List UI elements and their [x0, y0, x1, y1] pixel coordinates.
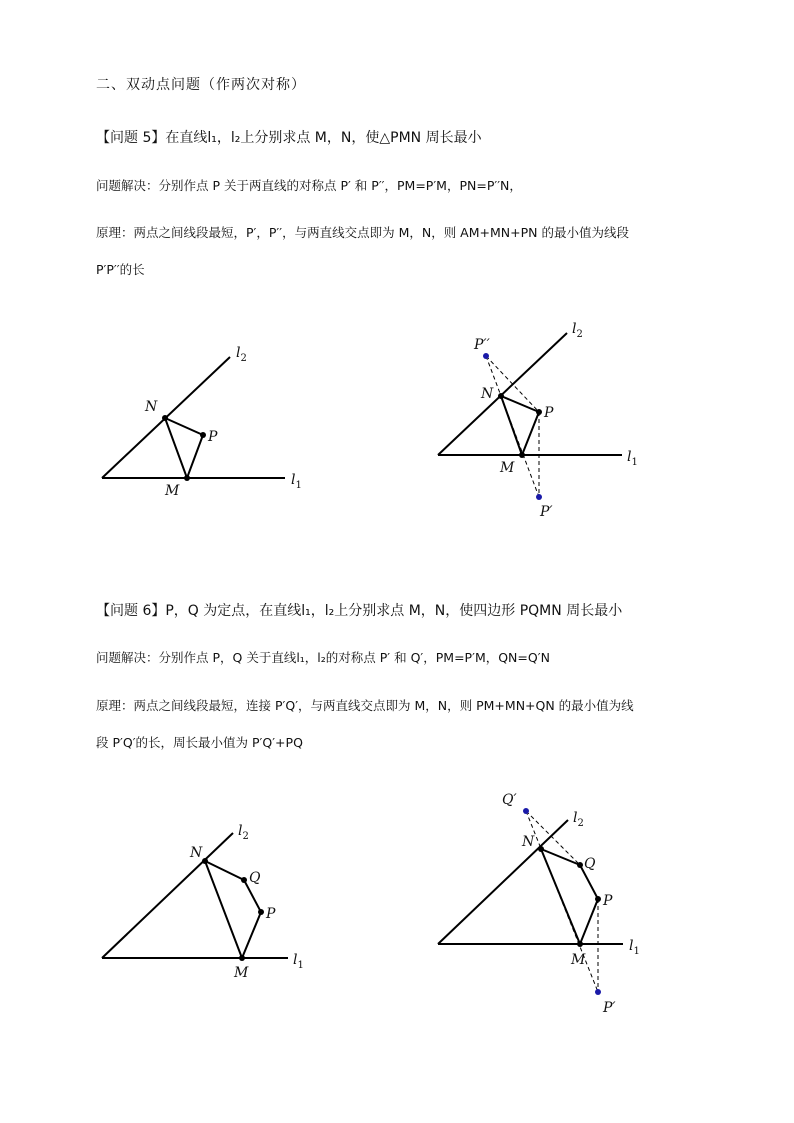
label-l1-sub: 1 [631, 457, 638, 468]
label-l1-sub: 1 [633, 946, 640, 957]
label-p: P [266, 906, 276, 922]
label-m: M [165, 483, 180, 499]
problem5-title: 【问题 5】在直线l₁，l₂上分别求点 M，N，使△PMN 周长最小 [96, 130, 482, 146]
label-p: P [544, 405, 554, 421]
label-q: Q [249, 870, 261, 886]
label-l2-sub: 2 [576, 329, 583, 340]
point-p [595, 896, 601, 902]
label-l1: l [293, 952, 298, 968]
point-n [538, 846, 544, 852]
label-p-prime: P′ [540, 504, 553, 520]
label-l2-sub: 2 [240, 353, 247, 364]
problem5-principle-line2: P′P′′的长 [96, 262, 145, 277]
problem5-principle-line1: 原理：两点之间线段最短，P′，P′′，与两直线交点即为 M，N，则 AM+MN+PN 的最小值为线段 [96, 225, 629, 240]
label-q: Q [584, 856, 596, 872]
point-m [577, 941, 583, 947]
label-l2: l [238, 823, 243, 839]
problem6-title: 【问题 6】P，Q 为定点，在直线l₁，l₂上分别求点 M，N，使四边形 PQMN 周长最小 [96, 603, 623, 619]
label-n: N [190, 845, 203, 861]
svg-text:l2 [573, 810, 584, 829]
point-q [577, 862, 583, 868]
label-n: N [145, 399, 158, 415]
label-m: M [500, 460, 515, 476]
label-p: P [603, 893, 613, 909]
label-l1-sub: 1 [295, 480, 302, 491]
label-p-prime: P′ [603, 1000, 616, 1016]
label-q-prime: Q′ [502, 792, 517, 808]
section-heading: 二、双动点问题（作两次对称） [96, 77, 306, 93]
problem6-solution: 问题解决：分别作点 P，Q 关于直线l₁，l₂的对称点 P′ 和 Q′，PM=P′M，QN=Q′N [96, 650, 550, 665]
point-p-prime [595, 989, 601, 995]
point-q-prime [523, 808, 529, 814]
label-m: M [234, 965, 249, 981]
label-l1: l [627, 449, 632, 465]
label-l2: l [573, 810, 578, 826]
label-l1-sub: 1 [297, 960, 304, 971]
svg-text:l1 [629, 938, 640, 957]
problem6-principle-line2: 段 P′Q′的长，周长最小值为 P′Q′+PQ [96, 735, 303, 750]
problem6-principle-line1: 原理：两点之间线段最短，连接 P′Q′，与两直线交点即为 M，N，则 PM+MN+QN 的最小值为线 [96, 698, 634, 713]
label-p-double-prime: P′′ [474, 337, 490, 353]
label-n: N [522, 834, 535, 850]
problem5-solution: 问题解决：分别作点 P 关于两直线的对称点 P′ 和 P′′，PM=P′M，PN=P′′N， [96, 178, 522, 193]
label-l2: l [572, 321, 577, 337]
line-l2 [438, 820, 568, 944]
label-l2-sub: 2 [242, 831, 249, 842]
label-p: P [208, 429, 218, 445]
label-n: N [481, 386, 494, 402]
label-m: M [571, 952, 586, 968]
label-l2-sub: 2 [577, 818, 584, 829]
label-l1: l [629, 938, 634, 954]
label-l1: l [291, 472, 296, 488]
label-l2: l [236, 345, 241, 361]
